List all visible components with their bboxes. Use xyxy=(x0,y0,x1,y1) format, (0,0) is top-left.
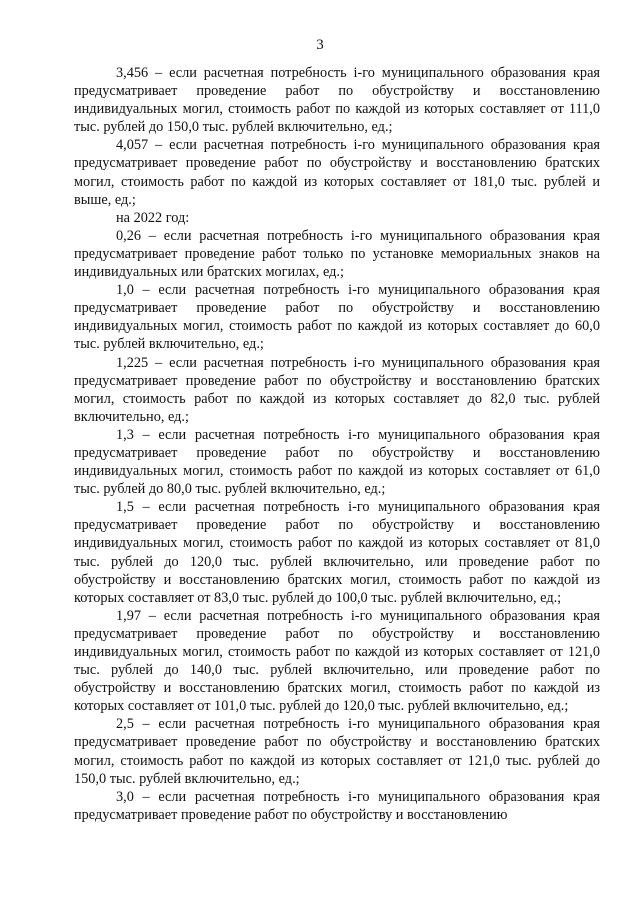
paragraph-coefficient-1225: 1,225 – если расчетная потребность i-го муниципального образования края предусматривает проведение работ по обустройству и восстановлению братских могил, стоимость работ по каждой из которых составляет до 82,0 тыс. рублей включительно, ед.; xyxy=(74,354,600,425)
paragraph-coefficient-026: 0,26 – если расчетная потребность i-го муниципального образования края предусматривает проведение работ только по установке мемориальных знаков на индивидуальных или братских могилах, ед.; xyxy=(74,227,600,281)
paragraph-year-2022-heading: на 2022 год: xyxy=(116,209,190,226)
paragraph-coefficient-30: 3,0 – если расчетная потребность i-го муниципального образования края предусматривает проведение работ по обустройству и восстановлению xyxy=(74,788,600,823)
paragraph-coefficient-13: 1,3 – если расчетная потребность i-го муниципального образования края предусматривает проведение работ по обустройству и восстановлению индивидуальных могил, стоимость работ по каждой из которых составляет от 61,0 тыс. рублей до 80,0 тыс. рублей включительно, ед.; xyxy=(74,426,600,498)
paragraph-coefficient-3456: 3,456 – если расчетная потребность i-го муниципального образования края предусматривает проведение работ по обустройству и восстановлению индивидуальных могил, стоимость работ по каждой из которых составляет от 111,0 тыс. рублей до 150,0 тыс. рублей включительно, ед.; xyxy=(74,65,600,136)
paragraph-coefficient-197: 1,97 – если расчетная потребность i-го муниципального образования края предусматривает проведение работ по обустройству и восстановлению индивидуальных могил, стоимость работ по каждой из которых составляет от 121,0 тыс. рублей до 140,0 тыс. рублей включительно, или проведение работ по обустройству и восстановлению братских могил, стоимость работ по каждой из которых составляет от 101,0 тыс. рублей до 120,0 тыс. рублей включительно, ед.; xyxy=(74,607,600,715)
paragraph-coefficient-15: 1,5 – если расчетная потребность i-го муниципального образования края предусматривает проведение работ по обустройству и восстановлению индивидуальных могил, стоимость работ по каждой из которых составляет от 81,0 тыс. рублей до 120,0 тыс. рублей включительно, или проведение работ по обустройству и восстановлению братских могил, стоимость работ по каждой из которых составляет от 83,0 тыс. рублей до 100,0 тыс. рублей включительно, ед.; xyxy=(74,499,600,606)
paragraph-coefficient-10: 1,0 – если расчетная потребность i-го муниципального образования края предусматривает проведение работ по обустройству и восстановлению индивидуальных могил, стоимость работ по каждой из которых составляет до 60,0 тыс. рублей включительно, ед.; xyxy=(74,282,600,353)
document-body xyxy=(74,64,600,824)
paragraph-coefficient-4057: 4,057 – если расчетная потребность i-го муниципального образования края предусматривает проведение работ по обустройству и восстановлению братских могил, стоимость работ по каждой из которых составляет от 181,0 тыс. рублей и выше, ед.; xyxy=(74,137,600,208)
paragraph-coefficient-25: 2,5 – если расчетная потребность i-го муниципального образования края предусматривает проведение работ по обустройству и восстановлению братских могил, стоимость работ по каждой из которых составляет от 121,0 тыс. рублей до 150,0 тыс. рублей включительно, ед.; xyxy=(74,716,600,787)
page-number: 3 xyxy=(316,37,324,53)
